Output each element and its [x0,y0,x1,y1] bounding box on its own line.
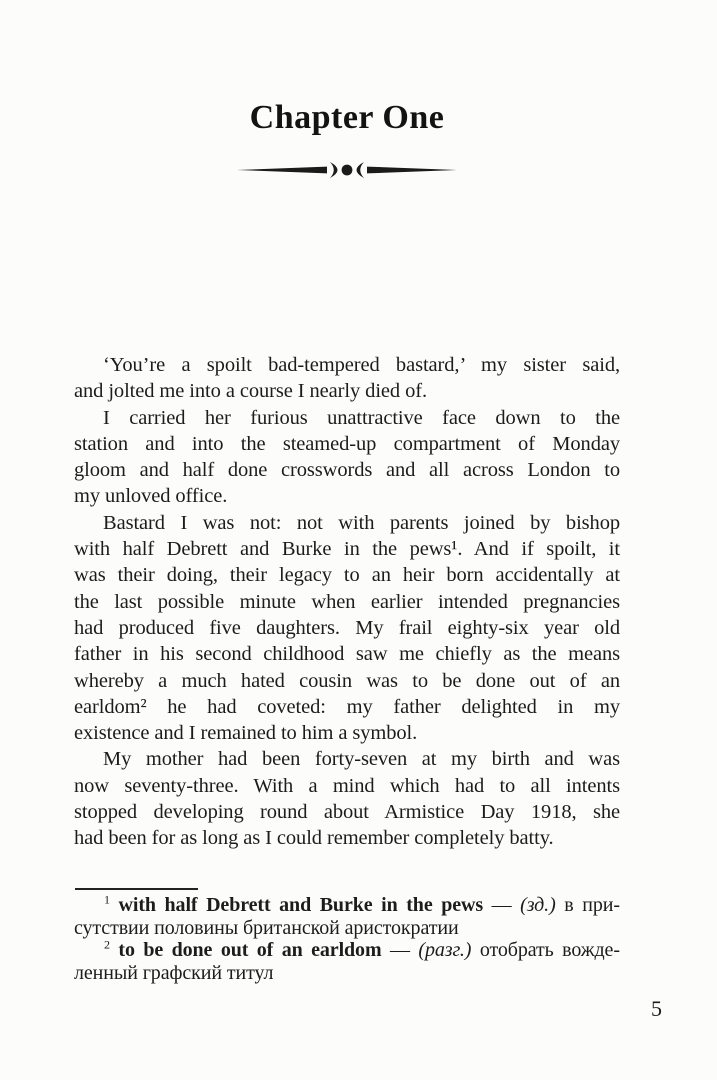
body-line: station and into the steamed-up compartment of Monday [74,432,620,455]
body-line: with half Debrett and Burke in the pews¹. And if spoilt, it [74,538,620,561]
footnote-term: with half Debrett and Burke in the pews [118,894,484,916]
body-line: existence and I remained to him a symbol. [74,722,418,745]
body-line: My mother had been forty-seven at my birth and was [103,748,620,771]
body-line: ‘You’re a spoilt bad-tempered bastard,’ my sister said, [103,354,620,376]
footnote: $^1$ with half Debrett and Burke in the pews — (зд.) в присутствии половины британской аристократии [74,892,620,939]
footnote-marker: 2 [104,937,110,952]
body-line: was their doing, their legacy to an heir born accidentally at [74,564,620,587]
chapter-divider-ornament [74,159,620,181]
footnote-marker: 1 [104,892,110,907]
body-line: whereby a much hated cousin was to be done out of an [74,669,620,692]
body-line: earldom² he had coveted: my father delighted in my [74,695,620,718]
body-text [74,352,620,852]
chapter-title: Chapter One [249,99,445,136]
page-number: 5 [651,996,662,1021]
footnote-gloss-text: отобрать вожделенный графский титул [74,939,621,984]
body-line: had produced five daughters. My frail eighty-six year old [74,616,620,639]
body-line: Bastard I was not: not with parents joined by bishop [103,511,620,534]
ornament-divider-icon [237,159,457,181]
body-line: stopped developing round about Armistice Day 1918, she [74,801,620,824]
footnote-term: to be done out of an earldom [118,939,382,961]
body-line: father in his second childhood saw me chiefly as the means [74,643,620,666]
footnote-rule [75,888,198,890]
footnote-gloss-label: (разг.) [418,939,472,961]
body-line: had been for as long as I could remember completely batty. [74,827,554,850]
footnote-gloss-label: (зд.) [520,894,556,916]
body-line: and jolted me into a course I nearly died of. [74,380,427,403]
footnote-gloss-text: в присутствии половины британской аристократии [74,894,620,939]
body-line: now seventy-three. With a mind which had to all intents [74,774,620,797]
body-line: my unloved office. [74,485,228,508]
footnote: $^2$ to be done out of an earldom — (разг.) отобрать вожделенный графский титул [74,937,621,984]
body-line: I carried her furious unattractive face down to the [103,406,620,429]
footnotes [74,894,620,984]
body-line: gloom and half done crosswords and all across London to [74,459,620,482]
body-line: the last possible minute when earlier intended pregnancies [74,590,620,613]
